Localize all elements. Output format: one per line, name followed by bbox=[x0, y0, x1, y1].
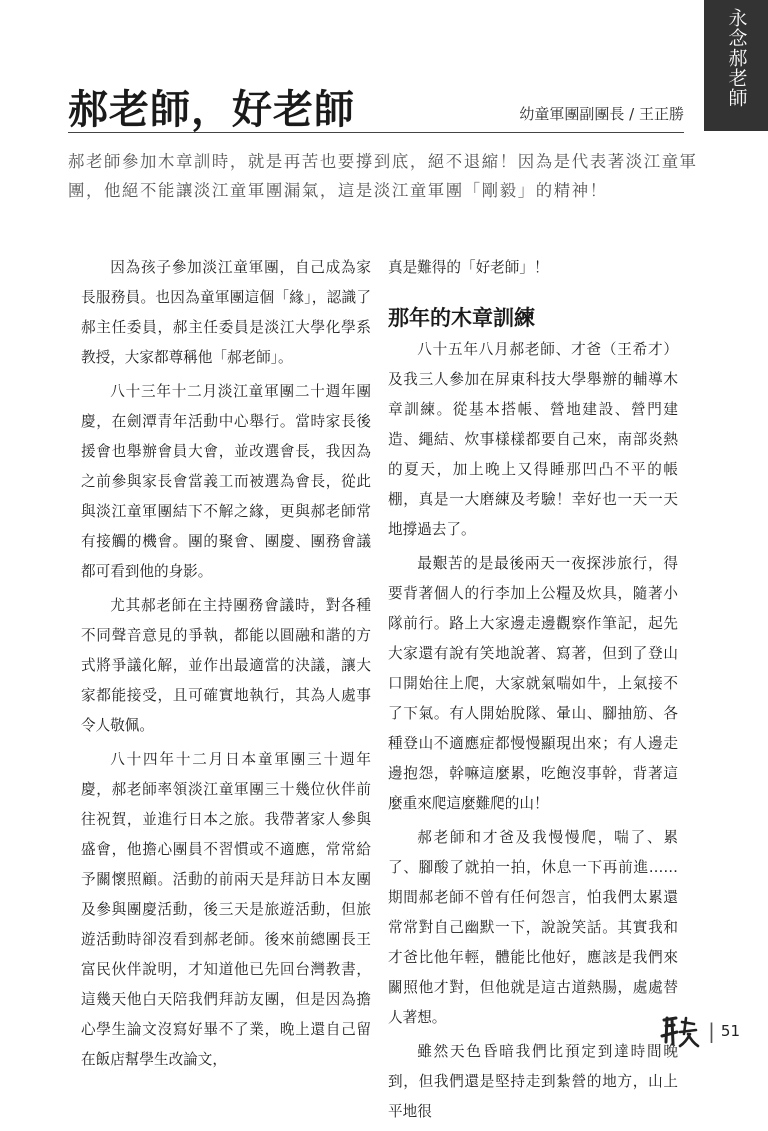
author-byline: 幼童軍團副團長 / 王正勝 bbox=[519, 105, 684, 123]
section-heading: 那年的木章訓練 bbox=[388, 305, 535, 330]
footer-separator: | bbox=[708, 1019, 715, 1043]
body-paragraph: 八十四年十二月日本童軍團三十週年慶，郝老師率領淡江童軍團三十幾位伙伴前往祝賀，並進行日本之旅。我帶著家人參與盛會，他擔心團員不習慣或不適應，常常給予關懷照顧。活動的前兩天是拜訪日本友團及參與團慶活動，後三天是旅遊活動，但旅遊活動時卻沒看到郝老師。後來前總團長王富民伙伴說明，才知道他已先回台灣教書，這幾天他白天陪我們拜訪友團，但是因為擔心學生論文沒寫好畢不了業，晚上還自己留在飯店幫學生改論文， bbox=[81, 751, 371, 1068]
body-paragraph: 八十五年八月郝老師、才爸（王希才）及我三人參加在屏東科技大學舉辦的輔導木章訓練。從基本搭帳、營地建設、營門建造、繩結、炊事樣樣都要自己來，南部炎熱的夏天，加上晚上又得睡那凹凸不平的帳棚，真是一大磨練及考驗！幸好也一天一天地撐過去了。 bbox=[388, 341, 678, 538]
calligraphy-logo-icon bbox=[658, 1012, 702, 1050]
body-paragraph: 八十三年十二月淡江童軍團二十週年團慶，在劍潭青年活動中心舉行。當時家長後援會也舉辦會員大會，並改選會長，我因為之前參與家長會當義工而被選為會長，從此與淡江童軍團結下不解之緣，更與郝老師常有接觸的機會。團的聚會、團慶、團務會議都可看到他的身影。 bbox=[81, 383, 371, 580]
section-tab bbox=[704, 0, 768, 131]
lead-paragraph: 郝老師參加木章訓時，就是再苦也要撐到底，絕不退縮！因為是代表著淡江童軍團，他絕不能讓淡江童軍團漏氣，這是淡江童軍團「剛毅」的精神！ bbox=[68, 152, 698, 200]
section-tab-label: 永念郝老師 bbox=[725, 8, 748, 108]
body-paragraph: 郝老師和才爸及我慢慢爬，喘了、累了、腳酸了就拍一拍，休息一下再前進……期間郝老師不曾有任何怨言，怕我們太累還常常對自己幽默一下，說說笑話。其實我和才爸比他年輕，體能比他好，應該是我們來關照他才對，但他就是這古道熱腸，處處替人著想。 bbox=[388, 829, 678, 1026]
page-footer bbox=[658, 1012, 740, 1050]
article-title: 郝老師，好老師 bbox=[68, 86, 355, 133]
left-column bbox=[81, 253, 371, 1079]
body-paragraph: 尤其郝老師在主持團務會議時，對各種不同聲音意見的爭執，都能以圓融和諧的方式將爭議化解，並作出最適當的決議，讓大家都能接受，且可確實地執行，其為人處事令人敬佩。 bbox=[81, 597, 371, 734]
title-divider bbox=[68, 132, 684, 133]
continued-paragraph: 真是難得的「好老師」！ bbox=[388, 259, 549, 276]
right-column bbox=[388, 253, 678, 1131]
page-number: 51 bbox=[720, 1022, 740, 1040]
body-paragraph: 雖然天色昏暗我們比預定到達時間晚到，但我們還是堅持走到紮營的地方，山上平地很 bbox=[388, 1043, 678, 1120]
body-paragraph: 因為孩子參加淡江童軍團，自己成為家長服務員。也因為童軍團這個「緣」，認識了郝主任委員，郝主任委員是淡江大學化學系教授，大家都尊稱他「郝老師」。 bbox=[81, 259, 371, 366]
body-paragraph: 最艱苦的是最後兩天一夜探涉旅行，得要背著個人的行李加上公糧及炊具，隨著小隊前行。路上大家邊走邊觀察作筆記，起先大家還有說有笑地說著、寫著，但到了登山口開始往上爬，大家就氣喘如牛，上氣接不了下氣。有人開始脫隊、暈山、腳抽筋、各種登山不適應症都慢慢顯現出來；有人邊走邊抱怨，幹嘛這麼累，吃飽沒事幹，背著這麼重來爬這麼難爬的山！ bbox=[388, 555, 678, 812]
